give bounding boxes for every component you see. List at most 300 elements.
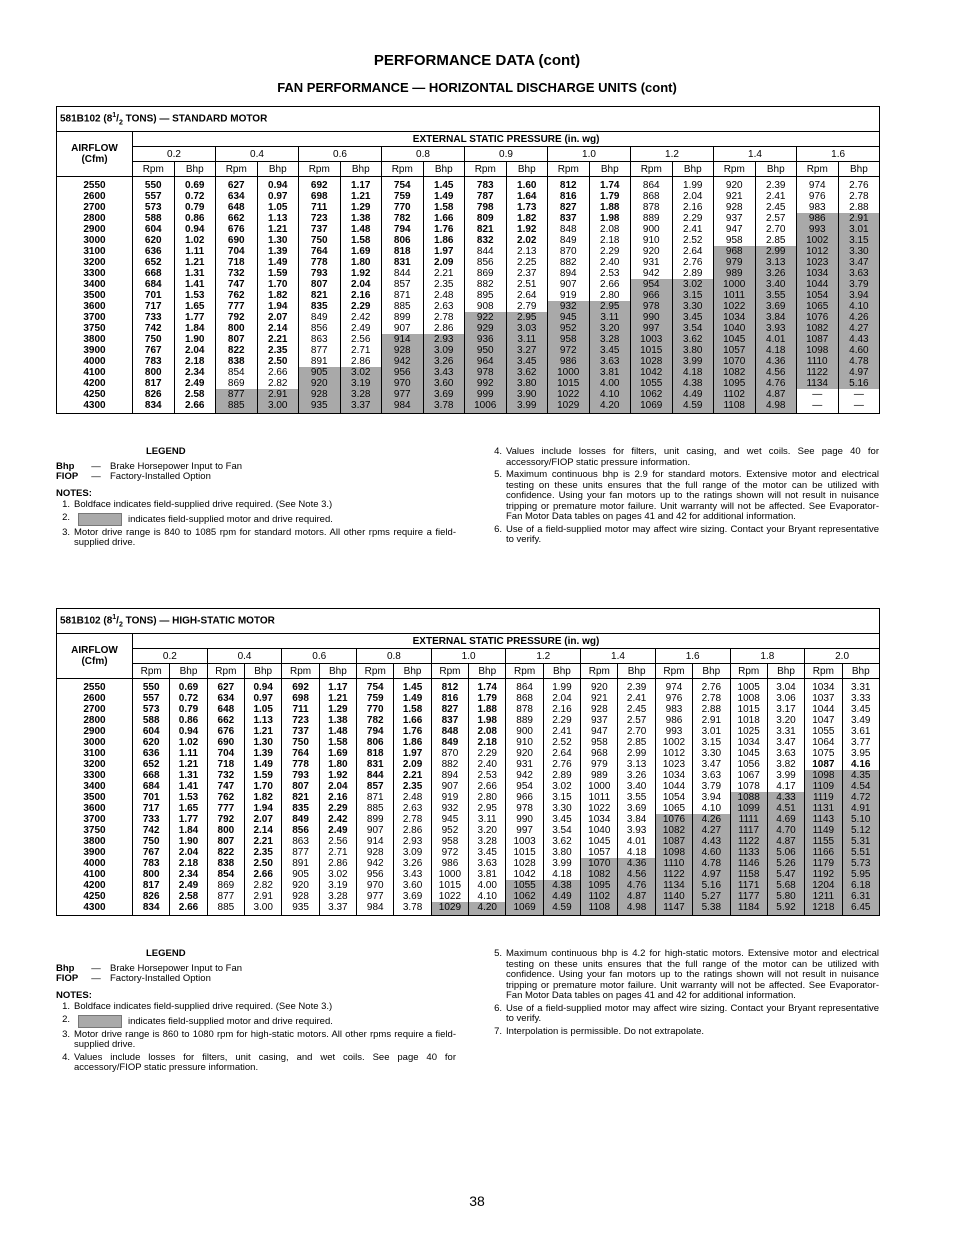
rpm-cell: 1149 xyxy=(805,825,842,836)
rpm-cell: 777 xyxy=(216,301,258,312)
rpm-cell: 984 xyxy=(357,902,394,916)
bhp-cell: 1.77 xyxy=(170,814,207,825)
bhp-cell: 4.10 xyxy=(693,803,730,814)
rpm-cell: 604 xyxy=(133,726,170,737)
bhp-cell: 0.69 xyxy=(174,177,216,192)
rpm-cell: 945 xyxy=(548,312,590,323)
notes-title: NOTES: xyxy=(56,487,92,499)
rpm-cell: 977 xyxy=(357,891,394,902)
bhp-cell: 3.28 xyxy=(340,389,382,400)
bhp-cell: 3.19 xyxy=(319,880,356,891)
table-row xyxy=(57,290,880,301)
rpm-cell: 929 xyxy=(465,323,507,334)
rpm-cell: 1095 xyxy=(714,378,756,389)
rpm-cell: 1040 xyxy=(581,825,618,836)
rpm-cell: 857 xyxy=(382,279,424,290)
rpm-cell: 1117 xyxy=(730,825,767,836)
bhp-cell: 2.58 xyxy=(174,389,216,400)
rpm-cell: 885 xyxy=(382,301,424,312)
bhp-cell: 4.91 xyxy=(842,803,879,814)
bhp-cell: 2.89 xyxy=(672,268,714,279)
bhp-cell: 4.38 xyxy=(672,378,714,389)
table-row xyxy=(57,202,880,213)
bhp-cell: 3.63 xyxy=(693,770,730,781)
airflow-cell: 2550 xyxy=(57,679,133,694)
rpm-cell: 868 xyxy=(506,693,543,704)
rpm-cell: 849 xyxy=(282,814,319,825)
rpm-cell: 1002 xyxy=(797,235,839,246)
bhp-cell: 2.70 xyxy=(618,726,655,737)
rpm-cell: 950 xyxy=(465,345,507,356)
bhp-cell: 4.17 xyxy=(767,781,804,792)
bhp-cell: 1.59 xyxy=(245,770,282,781)
bhp-cell: 5.38 xyxy=(693,902,730,916)
bhp-cell: 3.28 xyxy=(589,334,631,345)
legend-title: LEGEND xyxy=(146,446,186,457)
note-number: 2. xyxy=(62,1013,70,1025)
rpm-cell: 979 xyxy=(581,759,618,770)
rpm-cell: 856 xyxy=(465,257,507,268)
bhp-cell: 4.26 xyxy=(838,312,880,323)
rpm-cell: 984 xyxy=(382,400,424,414)
bhp-cell: 3.62 xyxy=(506,367,548,378)
bhp-cell: 4.78 xyxy=(838,356,880,367)
bhp-cell: 1.76 xyxy=(423,224,465,235)
bhp-cell: 2.82 xyxy=(245,880,282,891)
rpm-cell: 733 xyxy=(133,814,170,825)
legend-abbr: FIOP xyxy=(56,471,79,482)
bhp-cell: 2.70 xyxy=(755,224,797,235)
pressure-header: 0.6 xyxy=(282,649,357,664)
rpm-cell: 1122 xyxy=(797,367,839,378)
bhp-cell: 1.77 xyxy=(174,312,216,323)
bhp-cell: 3.02 xyxy=(672,279,714,290)
rpm-cell: 919 xyxy=(431,792,468,803)
bhp-cell: 1.82 xyxy=(506,213,548,224)
rpm-cell: 648 xyxy=(216,202,258,213)
rpm-cell: 885 xyxy=(207,902,244,916)
note-text xyxy=(506,1004,879,1025)
bhp-cell: 2.04 xyxy=(170,847,207,858)
bhp-cell: 6.45 xyxy=(842,902,879,916)
bhp-cell: 2.40 xyxy=(589,257,631,268)
bhp-cell: 3.45 xyxy=(842,704,879,715)
rpm-cell: 878 xyxy=(631,202,673,213)
rpm-cell: 958 xyxy=(431,836,468,847)
rpm-cell: 826 xyxy=(133,891,170,902)
bhp-cell: 4.16 xyxy=(842,759,879,770)
airflow-cell: 3750 xyxy=(57,323,133,334)
rpm-cell: 956 xyxy=(357,869,394,880)
rpm-cell: 900 xyxy=(506,726,543,737)
rpm-cell: 1099 xyxy=(730,803,767,814)
bhp-cell: 5.12 xyxy=(842,825,879,836)
bhp-cell: 2.29 xyxy=(319,803,356,814)
rpm-cell: 783 xyxy=(465,177,507,192)
bhp-cell: 2.66 xyxy=(245,869,282,880)
rpm-cell: 778 xyxy=(282,759,319,770)
pressure-header: 0.9 xyxy=(465,147,548,162)
bhp-cell: 1.45 xyxy=(423,177,465,192)
bhp-cell: 2.91 xyxy=(693,715,730,726)
rpm-cell: 1087 xyxy=(797,334,839,345)
rpm-cell: 718 xyxy=(216,257,258,268)
bhp-cell: 2.18 xyxy=(589,235,631,246)
rpm-cell: 936 xyxy=(465,334,507,345)
rpm-cell: 1065 xyxy=(797,301,839,312)
rpm-cell: 935 xyxy=(299,400,341,414)
bhp-cell: 2.66 xyxy=(170,902,207,916)
bhp-cell: 3.00 xyxy=(257,400,299,414)
rpm-cell: 878 xyxy=(506,704,543,715)
bhp-cell: 2.14 xyxy=(257,323,299,334)
rpm-cell: 1119 xyxy=(805,792,842,803)
table-row xyxy=(57,693,880,704)
rpm-cell: 986 xyxy=(431,858,468,869)
note-item xyxy=(488,525,879,546)
bhp-cell: 3.69 xyxy=(618,803,655,814)
rpm-cell: 882 xyxy=(465,279,507,290)
rpm-cell: 1015 xyxy=(506,847,543,858)
bhp-cell: 1.58 xyxy=(423,202,465,213)
note-text xyxy=(506,1027,879,1038)
bhp-cell: 1.38 xyxy=(319,715,356,726)
bhp-header: Bhp xyxy=(469,664,506,679)
bhp-cell: 2.35 xyxy=(394,781,431,792)
note-item xyxy=(56,1030,456,1051)
bhp-cell: 2.04 xyxy=(174,345,216,356)
rpm-cell: 1008 xyxy=(730,693,767,704)
bhp-cell: 4.27 xyxy=(693,825,730,836)
note-number: 2. xyxy=(62,511,70,523)
pressure-header: 0.2 xyxy=(133,147,216,162)
airflow-cell: 2800 xyxy=(57,213,133,224)
bhp-cell: 4.10 xyxy=(838,301,880,312)
bhp-cell: 4.35 xyxy=(842,770,879,781)
bhp-cell: 1.65 xyxy=(170,803,207,814)
rpm-cell: 742 xyxy=(133,825,170,836)
rpm-cell: 807 xyxy=(299,279,341,290)
table-row xyxy=(57,880,880,891)
airflow-cell: 2700 xyxy=(57,704,133,715)
bhp-cell: 2.21 xyxy=(394,770,431,781)
rpm-cell: 742 xyxy=(133,323,175,334)
pressure-header: 0.8 xyxy=(382,147,465,162)
bhp-cell: 2.76 xyxy=(672,257,714,268)
airflow-cell: 3700 xyxy=(57,312,133,323)
rpm-cell: 928 xyxy=(581,704,618,715)
note-text-body: indicates field-supplied motor and drive required. xyxy=(128,1015,333,1027)
rpm-cell: 764 xyxy=(282,748,319,759)
bhp-cell: 2.66 xyxy=(469,781,506,792)
table-row xyxy=(57,279,880,290)
rpm-cell: 978 xyxy=(465,367,507,378)
rpm-cell: 733 xyxy=(133,312,175,323)
bhp-cell: 1.02 xyxy=(174,235,216,246)
rpm-cell: 1015 xyxy=(548,378,590,389)
rpm-cell: 652 xyxy=(133,257,175,268)
rpm-cell: 856 xyxy=(282,825,319,836)
bhp-cell: 1.92 xyxy=(340,268,382,279)
rpm-cell: 891 xyxy=(282,858,319,869)
rpm-cell: 1015 xyxy=(631,345,673,356)
pressure-header: 0.8 xyxy=(357,649,432,664)
bhp-cell: 2.57 xyxy=(755,213,797,224)
bhp-cell: 2.18 xyxy=(469,737,506,748)
bhp-cell: 1.31 xyxy=(174,268,216,279)
rpm-cell: 1070 xyxy=(714,356,756,367)
rpm-cell: 977 xyxy=(382,389,424,400)
rpm-cell: 1067 xyxy=(730,770,767,781)
bhp-cell: 2.49 xyxy=(319,825,356,836)
bhp-cell: 4.87 xyxy=(767,836,804,847)
bhp-cell: 4.60 xyxy=(693,847,730,858)
rpm-cell: 1045 xyxy=(714,334,756,345)
bhp-cell: 3.15 xyxy=(672,290,714,301)
bhp-cell: 3.43 xyxy=(423,367,465,378)
rpm-cell: 812 xyxy=(431,679,468,694)
bhp-cell: 4.97 xyxy=(838,367,880,378)
rpm-cell: 798 xyxy=(465,202,507,213)
bhp-cell: 4.10 xyxy=(469,891,506,902)
bhp-cell: 2.29 xyxy=(589,246,631,257)
rpm-cell: 750 xyxy=(133,836,170,847)
rpm-cell: 882 xyxy=(431,759,468,770)
rpm-cell: 910 xyxy=(506,737,543,748)
table-caption xyxy=(57,107,880,132)
bhp-cell: 1.99 xyxy=(672,177,714,192)
bhp-cell: 1.49 xyxy=(394,693,431,704)
rpm-cell: 997 xyxy=(631,323,673,334)
rpm-cell: 920 xyxy=(282,880,319,891)
airflow-cell: 4300 xyxy=(57,902,133,916)
rpm-cell: 1034 xyxy=(805,679,842,694)
rpm-cell: 604 xyxy=(133,224,175,235)
airflow-cell: 3300 xyxy=(57,770,133,781)
airflow-header xyxy=(57,634,133,679)
bhp-cell: 5.16 xyxy=(838,378,880,389)
note-number: 5. xyxy=(494,469,502,480)
rpm-cell: 942 xyxy=(382,356,424,367)
bhp-cell: 2.08 xyxy=(469,726,506,737)
rpm-cell: 968 xyxy=(714,246,756,257)
rpm-cell: 942 xyxy=(631,268,673,279)
rpm-cell: 1034 xyxy=(714,312,756,323)
note-text-body: Maximum continuous bhp is 4.2 for high-static motors. Extensive motor and electrical testing on these units ensures that the full range of the motor can be utilized with confidence. Using your fan motors up to the ratings shown will not result in nuisance tripping or premature motor failure. Unit warranty will not be affected. See Evaporator-Fan Motor Data tables on pages 41 and 42 for additional information. xyxy=(506,948,879,1001)
rpm-cell: 723 xyxy=(282,715,319,726)
rpm-cell: 832 xyxy=(465,235,507,246)
note-text xyxy=(74,1030,456,1051)
rpm-cell: 1108 xyxy=(581,902,618,916)
note-number: 1. xyxy=(62,499,70,510)
bhp-cell: 2.39 xyxy=(755,177,797,192)
bhp-cell: 3.84 xyxy=(755,312,797,323)
table-row xyxy=(57,312,880,323)
bhp-cell: 2.66 xyxy=(257,367,299,378)
rpm-cell: 1122 xyxy=(655,869,692,880)
bhp-cell: 4.18 xyxy=(618,847,655,858)
bhp-header: Bhp xyxy=(340,162,382,177)
rpm-cell: 1069 xyxy=(506,902,543,916)
rpm-cell: 979 xyxy=(714,257,756,268)
bhp-cell: 1.53 xyxy=(174,290,216,301)
bhp-cell: 4.69 xyxy=(767,814,804,825)
rpm-cell: 557 xyxy=(133,693,170,704)
bhp-cell: 3.20 xyxy=(469,825,506,836)
bhp-cell: 3.28 xyxy=(319,891,356,902)
rpm-cell: 821 xyxy=(299,290,341,301)
rpm-cell: 989 xyxy=(714,268,756,279)
rpm-cell: 889 xyxy=(506,715,543,726)
shaded-swatch xyxy=(78,513,122,526)
rpm-cell: 782 xyxy=(357,715,394,726)
rpm-cell: 954 xyxy=(506,781,543,792)
pressure-header: 1.6 xyxy=(655,649,730,664)
table-row xyxy=(57,715,880,726)
bhp-cell: 3.30 xyxy=(693,748,730,759)
note-number: 6. xyxy=(494,1002,502,1014)
rpm-cell: 942 xyxy=(506,770,543,781)
rpm-cell: 1022 xyxy=(581,803,618,814)
rpm-cell: 668 xyxy=(133,268,175,279)
rpm-cell: 821 xyxy=(282,792,319,803)
bhp-cell: 3.20 xyxy=(589,323,631,334)
bhp-cell: 1.65 xyxy=(174,301,216,312)
bhp-cell: 4.36 xyxy=(755,356,797,367)
airflow-cell: 3900 xyxy=(57,345,133,356)
airflow-cell: 3100 xyxy=(57,246,133,257)
rpm-cell: 701 xyxy=(133,792,170,803)
rpm-cell: 1095 xyxy=(581,880,618,891)
rpm-header: Rpm xyxy=(581,664,618,679)
table-row xyxy=(57,400,880,414)
table-row xyxy=(57,836,880,847)
rpm-cell: 754 xyxy=(382,177,424,192)
rpm-cell: 871 xyxy=(357,792,394,803)
rpm-cell: 905 xyxy=(282,869,319,880)
bhp-cell: 3.47 xyxy=(693,759,730,770)
rpm-cell: 854 xyxy=(216,367,258,378)
rpm-cell: 1003 xyxy=(631,334,673,345)
rpm-cell: 1047 xyxy=(805,715,842,726)
bhp-cell: 3.31 xyxy=(767,726,804,737)
bhp-cell: 2.93 xyxy=(394,836,431,847)
bhp-cell: 1.74 xyxy=(589,177,631,192)
airflow-cell: 4100 xyxy=(57,367,133,378)
rpm-cell: 1134 xyxy=(797,378,839,389)
bhp-cell: 4.18 xyxy=(672,367,714,378)
bhp-cell: 3.26 xyxy=(423,356,465,367)
bhp-cell: 3.80 xyxy=(543,847,580,858)
bhp-cell: 2.45 xyxy=(755,202,797,213)
bhp-cell: 2.04 xyxy=(340,279,382,290)
rpm-cell: 907 xyxy=(431,781,468,792)
rpm-cell: 750 xyxy=(282,737,319,748)
bhp-cell: 5.16 xyxy=(693,880,730,891)
bhp-cell: 2.89 xyxy=(543,770,580,781)
note-item xyxy=(488,1004,879,1025)
bhp-cell: 3.93 xyxy=(755,323,797,334)
legend-title: LEGEND xyxy=(146,948,186,959)
bhp-cell: 2.21 xyxy=(423,268,465,279)
rpm-cell: 1034 xyxy=(581,814,618,825)
bhp-cell: 2.51 xyxy=(506,279,548,290)
rpm-cell: 908 xyxy=(465,301,507,312)
rpm-cell: 958 xyxy=(548,334,590,345)
rpm-header: Rpm xyxy=(216,162,258,177)
rpm-cell: 932 xyxy=(431,803,468,814)
bhp-cell: 2.16 xyxy=(340,290,382,301)
rpm-cell: 692 xyxy=(282,679,319,694)
bhp-cell: 1.86 xyxy=(394,737,431,748)
rpm-cell: 620 xyxy=(133,737,170,748)
bhp-cell: 3.62 xyxy=(543,836,580,847)
bhp-cell: 2.35 xyxy=(257,345,299,356)
rpm-cell: 869 xyxy=(207,880,244,891)
rpm-cell: 863 xyxy=(299,334,341,345)
bhp-cell: 3.40 xyxy=(755,279,797,290)
bhp-cell: 3.37 xyxy=(340,400,382,414)
rpm-cell: 1045 xyxy=(730,748,767,759)
rpm-cell: 1140 xyxy=(655,891,692,902)
rpm-cell: 723 xyxy=(299,213,341,224)
bhp-cell: 0.94 xyxy=(257,177,299,192)
bhp-cell: 2.99 xyxy=(755,246,797,257)
note-number: 3. xyxy=(62,1028,70,1040)
bhp-cell: 2.04 xyxy=(543,693,580,704)
bhp-cell: 3.11 xyxy=(589,312,631,323)
rpm-cell: 877 xyxy=(299,345,341,356)
table-row xyxy=(57,356,880,367)
table-row xyxy=(57,334,880,345)
rpm-cell: 1155 xyxy=(805,836,842,847)
notes-title: NOTES: xyxy=(56,989,92,1001)
bhp-cell: 1.29 xyxy=(340,202,382,213)
bhp-cell: 1.39 xyxy=(245,748,282,759)
bhp-cell: 3.11 xyxy=(469,814,506,825)
caption-fraction-den: 2 xyxy=(118,621,123,629)
note-item xyxy=(56,513,456,526)
rpm-cell: 1166 xyxy=(805,847,842,858)
rpm-cell: 983 xyxy=(655,704,692,715)
rpm-cell: 954 xyxy=(631,279,673,290)
rpm-cell: 993 xyxy=(655,726,692,737)
bhp-header: Bhp xyxy=(174,162,216,177)
bhp-cell: 3.01 xyxy=(693,726,730,737)
bhp-header: Bhp xyxy=(170,664,207,679)
rpm-cell: 732 xyxy=(207,770,244,781)
bhp-cell: 3.99 xyxy=(506,400,548,414)
rpm-cell: 1064 xyxy=(805,737,842,748)
bhp-cell: 4.59 xyxy=(672,400,714,414)
rpm-cell: 821 xyxy=(465,224,507,235)
rpm-cell: 668 xyxy=(133,770,170,781)
rpm-cell: 986 xyxy=(548,356,590,367)
legend-list xyxy=(56,462,456,483)
bhp-cell: 3.06 xyxy=(767,693,804,704)
rpm-header: Rpm xyxy=(465,162,507,177)
bhp-cell: 4.10 xyxy=(589,389,631,400)
rpm-cell: — xyxy=(797,389,839,400)
rpm-cell: 1147 xyxy=(655,902,692,916)
rpm-cell: 999 xyxy=(465,389,507,400)
rpm-cell: 837 xyxy=(548,213,590,224)
rpm-cell: 754 xyxy=(357,679,394,694)
note-item xyxy=(56,1053,456,1074)
note-text-body: Use of a field-supplied motor may affect wire sizing. Contact your Bryant representative to verify. xyxy=(506,1002,879,1024)
rpm-cell: 1111 xyxy=(730,814,767,825)
rpm-cell: 822 xyxy=(207,847,244,858)
